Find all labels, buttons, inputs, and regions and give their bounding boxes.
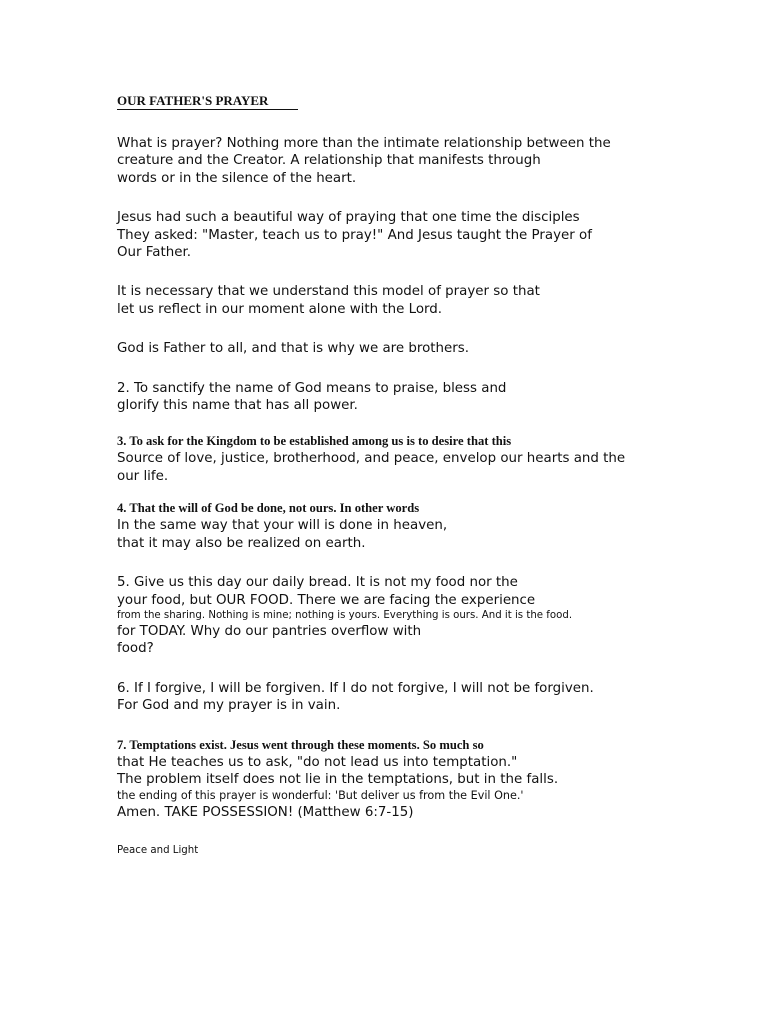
footer-text: Peace and Light [117,844,199,856]
paragraph-line: that it may also be realized on earth. [117,535,366,551]
paragraph-line: For God and my prayer is in vain. [117,698,341,714]
paragraph-line: Amen. TAKE POSSESSION! (Matthew 6:7-15) [117,805,414,821]
paragraph-heading-line: 3. To ask for the Kingdom to be established among us is to desire that this [117,434,512,449]
paragraph-6 [117,433,737,485]
paragraph-line: for TODAY. Why do our pantries overflow with [117,623,422,639]
paragraph-line: Source of love, justice, brotherhood, and peace, envelop our hearts and the [117,451,626,467]
paragraph-line: God is Father to all, and that is why we are brothers. [117,341,469,357]
paragraph-2 [117,209,737,261]
paragraph-line: let us reflect in our moment alone with the Lord. [117,301,443,317]
paragraph-8 [117,574,737,658]
paragraph-line: The problem itself does not lie in the temptations, but in the falls. [117,771,559,787]
paragraph-line-small: from the sharing. Nothing is mine; nothing is yours. Everything is ours. And it is the food. [117,609,573,621]
paragraph-line: food? [117,641,154,657]
paragraph-heading-line: 4. That the will of God be done, not ours. In other words [117,501,420,516]
paragraph-10 [117,737,737,822]
paragraph-line: They asked: "Master, teach us to pray!" And Jesus taught the Prayer of [117,227,592,243]
paragraph-line: 2. To sanctify the name of God means to praise, bless and [117,380,507,396]
paragraph-9 [117,680,737,715]
paragraph-line: your food, but OUR FOOD. There we are facing the experience [117,592,536,608]
document-page [117,92,737,858]
paragraph-3 [117,283,737,318]
paragraph-heading-line: 7. Temptations exist. Jesus went through these moments. So much so [117,737,484,752]
paragraph-7 [117,500,737,552]
paragraph-4 [117,340,737,357]
paragraph-line: glorify this name that has all power. [117,398,358,414]
paragraph-line: that He teaches us to ask, "do not lead us into temptation." [117,754,518,770]
paragraph-line: creature and the Creator. A relationship that manifests through [117,153,541,169]
document-title: OUR FATHER'S PRAYER [117,92,298,110]
paragraph-line: words or in the silence of the heart. [117,170,357,186]
paragraph-line: 5. Give us this day our daily bread. It is not my food nor the [117,575,518,591]
paragraph-line: It is necessary that we understand this model of prayer so that [117,284,540,300]
paragraph-1 [117,135,737,187]
paragraph-line: 6. If I forgive, I will be forgiven. If I do not forgive, I will not be forgiven. [117,680,594,696]
paragraph-line: In the same way that your will is done in heaven, [117,518,448,534]
paragraph-line: What is prayer? Nothing more than the intimate relationship between the [117,136,611,151]
footer-signoff [117,844,737,858]
paragraph-line: our life. [117,468,169,484]
paragraph-line-small: the ending of this prayer is wonderful: 'But deliver us from the Evil One.' [117,789,524,803]
paragraph-5 [117,380,737,415]
paragraph-line: Our Father. [117,245,191,261]
paragraph-line: Jesus had such a beautiful way of praying that one time the disciples [117,210,580,226]
